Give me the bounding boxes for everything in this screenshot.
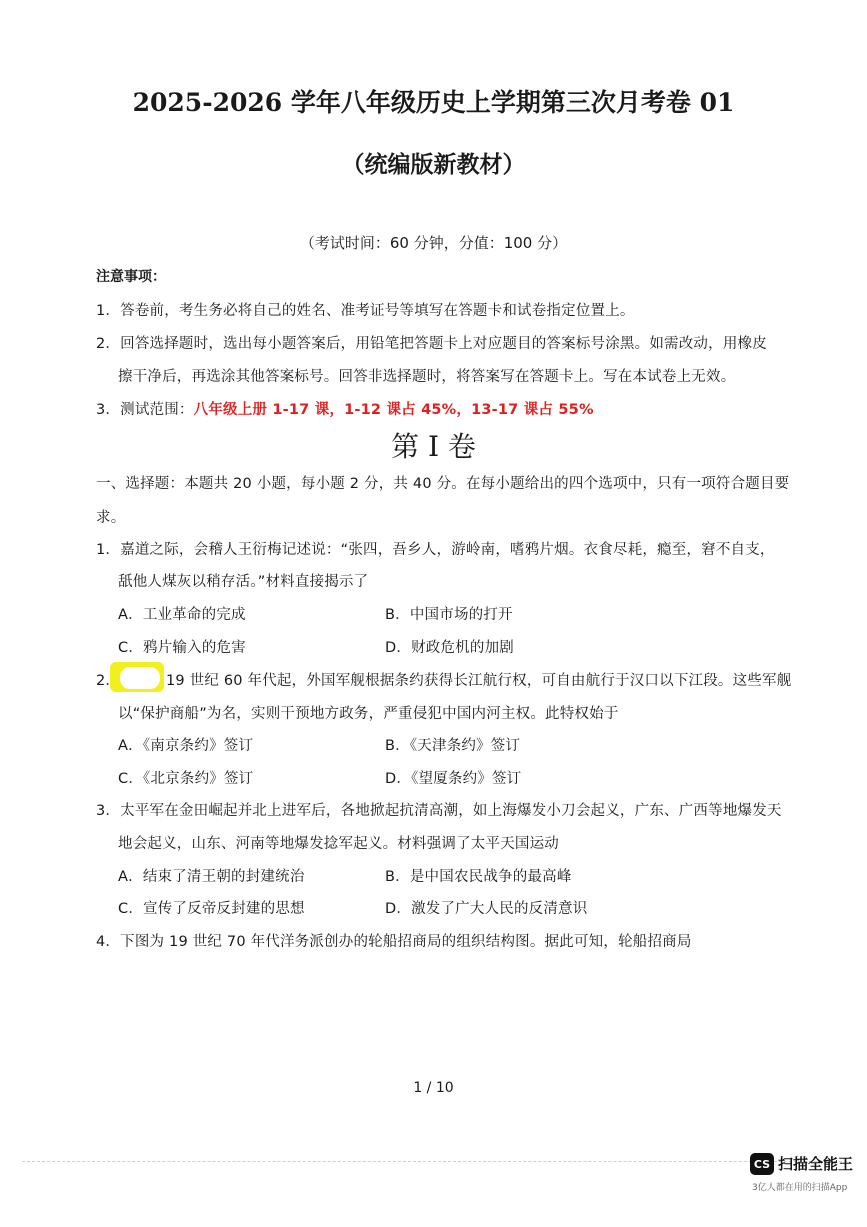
q3-option-c: C．宣传了反帝反封建的思想 bbox=[118, 901, 305, 917]
section-instructions-line-1: 一、选择题：本题共 20 小题，每小题 2 分，共 40 分。在每小题给出的四个选项中，只有一项符合题目要 bbox=[96, 476, 790, 492]
camscanner-logo-icon bbox=[750, 1153, 774, 1175]
notice-heading: 注意事项： bbox=[96, 269, 166, 285]
volume-heading: 第 I 卷 bbox=[391, 430, 476, 463]
q1-stem-line-1: 1．嘉道之际，会稽人王衍梅记述说：“张四，吾乡人，游岭南，嗜鸦片烟。衣食尽耗，瘾至，窘不自支， bbox=[96, 542, 775, 558]
exam-subtitle: （统编版新教材） bbox=[341, 151, 526, 178]
notice-item-2-line-2: 擦干净后，再选涂其他答案标号。回答非选择题时，将答案写在答题卡上。写在本试卷上无效。 bbox=[118, 369, 736, 385]
q1-option-c: C．鸦片输入的危害 bbox=[118, 640, 246, 656]
q2-stem-line-2: 以“保护商船”为名，实则干预地方政务，严重侵犯中国内河主权。此特权始于 bbox=[118, 706, 619, 722]
q1-option-a: A．工业革命的完成 bbox=[118, 607, 246, 623]
highlight-mark-inner bbox=[120, 667, 160, 689]
q3-stem-line-2: 地会起义，山东、河南等地爆发捻军起义。材料强调了太平天国运动 bbox=[118, 836, 559, 852]
test-range: 八年级上册 1-17 课，1-12 课占 45%，13-17 课占 55% bbox=[193, 402, 594, 418]
q2-option-c: C．《北京条约》签订 bbox=[118, 771, 254, 787]
q1-stem-line-2: 舐他人煤灰以稍存活。”材料直接揭示了 bbox=[118, 574, 369, 590]
q2-option-b: B．《天津条约》签订 bbox=[385, 738, 521, 754]
q2-option-d: D．《望厦条约》签订 bbox=[385, 771, 522, 787]
q2-number: 2． bbox=[96, 673, 121, 689]
q3-option-d: D．激发了广大人民的反清意识 bbox=[385, 901, 588, 917]
brand-tagline: 3亿人都在用的扫描App bbox=[752, 1183, 848, 1193]
q2-option-a: A．《南京条约》签订 bbox=[118, 738, 254, 754]
exam-info: （考试时间：60 分钟，分值：100 分） bbox=[299, 234, 568, 252]
notice-item-2-line-1: 2．回答选择题时，选出每小题答案后，用铅笔把答题卡上对应题目的答案标号涂黑。如需改动，用橡皮 bbox=[96, 336, 767, 352]
section-instructions-line-2: 求。 bbox=[96, 510, 126, 526]
q3-stem-line-1: 3．太平军在金田崛起并北上进军后，各地掀起抗清高潮，如上海爆发小刀会起义，广东、广西等地爆发天 bbox=[96, 803, 782, 819]
q2-stem-line-1: 19 世纪 60 年代起，外国军舰根据条约获得长江航行权，可自由航行于汉口以下江段。这些军舰 bbox=[166, 673, 792, 689]
q3-option-b: B．是中国农民战争的最高峰 bbox=[385, 869, 572, 885]
q1-option-d: D．财政危机的加剧 bbox=[385, 640, 514, 656]
page-number: 1 / 10 bbox=[413, 1080, 454, 1096]
q4-stem-line-1: 4．下图为 19 世纪 70 年代洋务派创办的轮船招商局的组织结构图。据此可知，轮船招商局 bbox=[96, 934, 692, 950]
page-divider bbox=[22, 1161, 847, 1162]
notice-item-1: 1．答卷前，考生务必将自己的姓名、准考证号等填写在答题卡和试卷指定位置上。 bbox=[96, 303, 635, 319]
notice-item-3-prefix: 3．测试范围： bbox=[96, 402, 194, 418]
logo-text: CS bbox=[753, 1157, 771, 1171]
notice-item-3 bbox=[96, 398, 594, 419]
exam-title: 2025-2026 学年八年级历史上学期第三次月考卷 01 bbox=[132, 88, 735, 117]
brand-name: 扫描全能王 bbox=[778, 1155, 854, 1173]
q3-option-a: A．结束了清王朝的封建统治 bbox=[118, 869, 305, 885]
q1-option-b: B．中国市场的打开 bbox=[385, 607, 513, 623]
